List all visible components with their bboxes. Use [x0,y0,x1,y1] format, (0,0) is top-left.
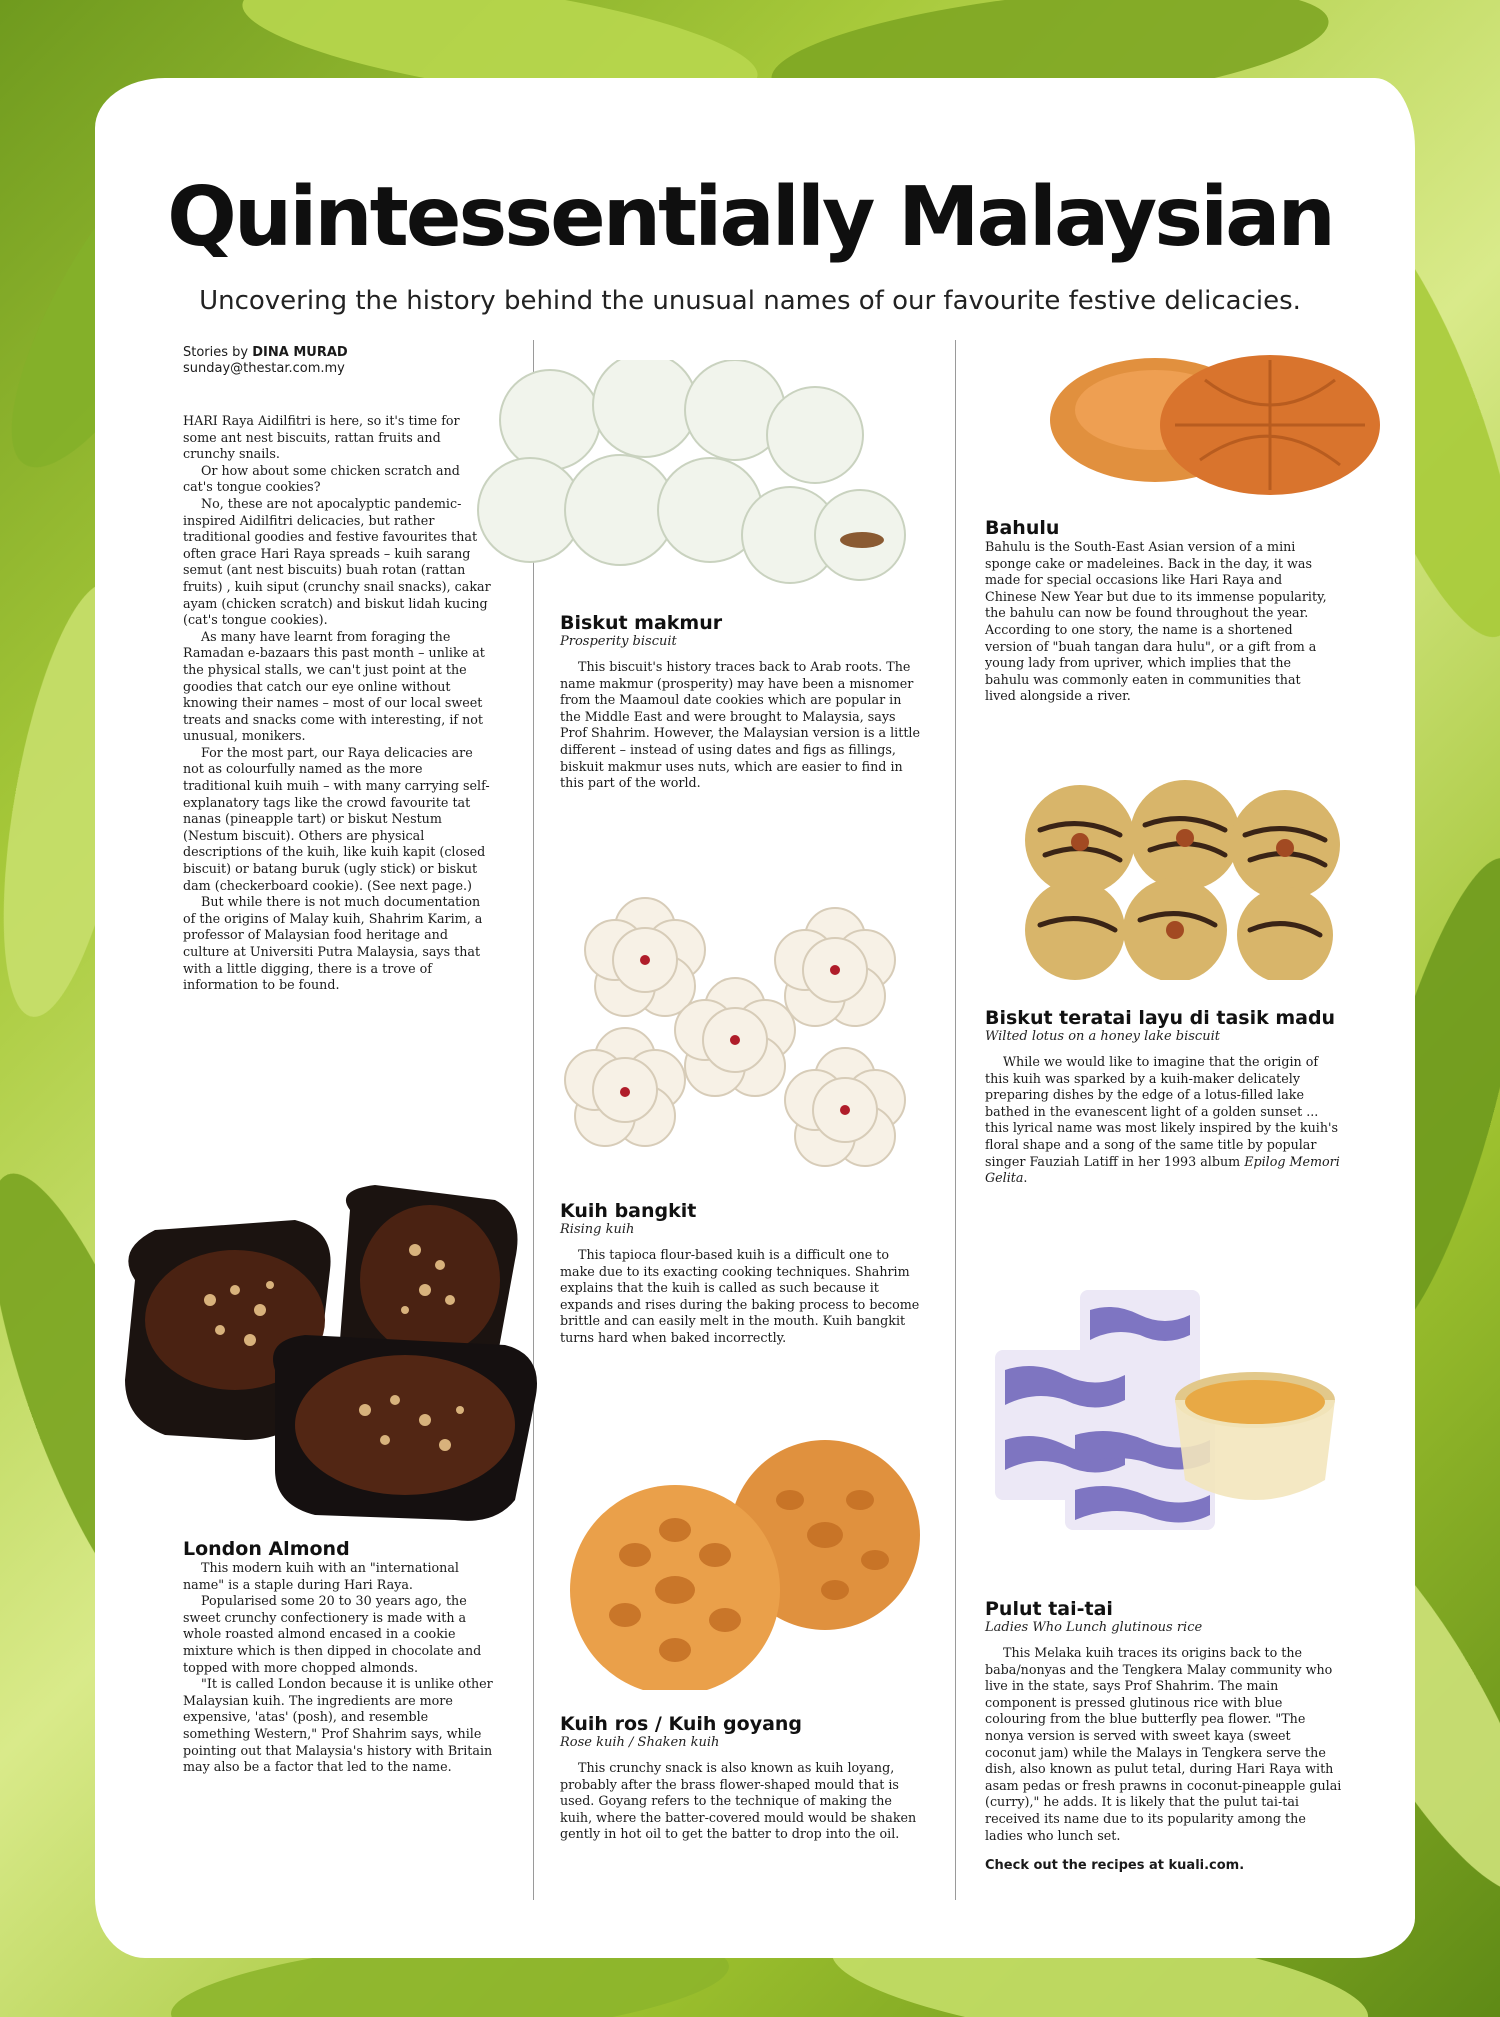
kuih-ros-title: Kuih ros / Kuih goyang [560,1713,803,1735]
kuih-bangkit-title: Kuih bangkit [560,1200,697,1222]
byline-author: DINA MURAD [252,345,348,360]
bahulu-title: Bahulu [985,517,1060,539]
london-almond-illustration [95,1170,555,1530]
london-almond-title: London Almond [183,1538,350,1560]
london-almond-paragraph: Popularised some 20 to 30 years ago, the sweet crunchy confectionery is made with a whole roasted almond encased in a cookie mixture which is then dipped in chocolate and topped with more chopped almonds. [183,1593,482,1675]
kuih-ros-subtitle: Rose kuih / Shaken kuih [560,1735,720,1750]
biskut-teratai-illustration [1000,780,1370,980]
intro-paragraph: For the most part, our Raya delicacies are not as colourfully named as the more traditional kuih muih – with many carrying self-explanatory tags like the crowd favourite tat nanas (pineapple tart) or biskut Nestum (Nestum biscuit). Others are physical descriptions of the kuih, like kuih kapit (closed biscuit) or batang buruk (ugly stick) or biskut dam (checkerboard cookie). (See next page.) [183,744,490,893]
biskut-teratai-title: Biskut teratai layu di tasik madu [985,1007,1336,1029]
biskut-makmur-illustration [470,360,910,610]
london-almond-paragraph: "It is called London because it is unlike other Malaysian kuih. The ingredients are more expensive, 'atas' (posh), and resemble something Western," Prof Shahrim says, while pointing out that Malaysia's history with Britain may also be a factor that led to the name. [183,1676,493,1775]
london-almond-section [183,1538,493,1776]
byline-prefix: Stories by [183,345,249,360]
page-title: Quintessentially Malaysian [167,170,1333,265]
pulut-tai-tai-paragraph: This Melaka kuih traces its origins back to the baba/nonyas and the Tengkera Malay community who live in the state, says Prof Shahrim. The main component is pressed glutinous rice with blue colouring from the blue butterfly pea flower. "The nonya version is served with sweet kaya (sweet coconut jam) while the Malays in Tengkera serve the dish, also known as pulut tetal, during Hari Raya with asam pedas or fresh prawns in coconut-pineapple gulai (curry)," he adds. It is likely that the pulut tai-tai received its name due to its popularity among the ladies who lunch set. [985,1645,1342,1843]
bahulu-section [985,517,1335,705]
biskut-makmur-paragraph: This biscuit's history traces back to Arab roots. The name makmur (prosperity) may have been a misnomer from the Maamoul date cookies which are popular in the Middle East and were brought to Malaysia, says Prof Shahrim. However, the Malaysian version is a little different – instead of using dates and figs as fillings, biskuit makmur uses nuts, which are easier to find in this part of the world. [560,659,920,791]
byline-email[interactable]: sunday@thestar.com.my [183,361,345,376]
kuih-bangkit-section [560,1200,920,1347]
kuih-bangkit-paragraph: This tapioca flour-based kuih is a difficult one to make due to its exacting cooking techniques. Shahrim explains that the kuih is called as such because it expands and rises during the baking process to become brittle and can easily melt in the mouth. Kuih bangkit turns hard when baked incorrectly. [560,1247,920,1345]
biskut-teratai-section [985,1007,1345,1187]
intro-paragraph: HARI Raya Aidilfitri is here, so it's time for some ant nest biscuits, rattan fruits and crunchy snails. [183,413,460,462]
biskut-teratai-paragraph: While we would like to imagine that the origin of this kuih was sparked by a kuih-maker delicately preparing dishes by the edge of a lotus-filled lake bathed in the evanescent light of a golden sunset ... this lyrical name was most likely inspired by the kuih's floral shape and a song of the same title by popular singer Fauziah Latiff in her 1993 album [985,1054,1339,1169]
kuih-bangkit-illustration [540,870,940,1190]
bahulu-illustration [1025,340,1385,500]
london-almond-paragraph: This modern kuih with an "international name" is a staple during Hari Raya. [183,1560,459,1592]
intro-paragraph: Or how about some chicken scratch and cat's tongue cookies? [183,462,460,495]
biskut-makmur-title: Biskut makmur [560,612,723,634]
pulut-tai-tai-subtitle: Ladies Who Lunch glutinous rice [985,1620,1203,1635]
pulut-tai-tai-section [985,1598,1345,1873]
biskut-makmur-subtitle: Prosperity biscuit [560,634,677,649]
intro-paragraph: As many have learnt from foraging the Ramadan e-bazaars this past month – unlike at the physical stalls, we can't just point at the goodies that catch our eye online without knowing their names – most of our local sweet treats and snacks come with interesting, if not unusual, monikers. [183,628,485,744]
pulut-tai-tai-illustration [975,1270,1345,1540]
kuih-ros-section [560,1713,920,1843]
biskut-teratai-album: Epilog Memori Gelita [985,1153,1340,1186]
column-rule-2 [955,340,956,1900]
byline [183,345,348,377]
intro-paragraph: No, these are not apocalyptic pandemic-inspired Aidilfitri delicacies, but rather traditional goodies and festive favourites that often grace Hari Raya spreads – kuih sarang semut (ant nest biscuits) buah rotan (rattan fruits) , kuih siput (crunchy snail snacks), cakar ayam (chicken scratch) and biskut lidah kucing (cat's tongue cookies). [183,495,491,628]
biskut-teratai-end: . [1023,1170,1028,1186]
biskut-teratai-subtitle: Wilted lotus on a honey lake biscuit [985,1029,1220,1044]
bahulu-paragraph: Bahulu is the South-East Asian version of a mini sponge cake or madeleines. Back in the day, it was made for special occasions like Hari Raya and Chinese New Year but due to its immense popularity, the bahulu can now be found throughout the year. According to one story, the name is a shortened version of "buah tangan dara hulu", or a gift from a young lady from upriver, which implies that the bahulu was commonly eaten in communities that lived alongside a river. [985,539,1327,704]
kuih-ros-illustration [545,1440,945,1690]
biskut-makmur-section [560,612,920,792]
kuih-ros-paragraph: This crunchy snack is also known as kuih loyang, probably after the brass flower-shaped mould that is used. Goyang refers to the technique of making the kuih, where the batter-covered mould would be shaken gently in hot oil to get the batter to drop into the oil. [560,1760,917,1842]
recipes-link[interactable]: Check out the recipes at kuali.com. [985,1858,1245,1874]
intro-text [183,413,493,994]
page-deck: Uncovering the history behind the unusual names of our favourite festive delicacies. [199,286,1301,316]
intro-paragraph: But while there is not much documentation of the origins of Malay kuih, Shahrim Karim, a professor of Malaysian food heritage and culture at Universiti Putra Malaysia, says that with a little digging, there is a trove of information to be found. [183,894,483,993]
kuih-bangkit-subtitle: Rising kuih [560,1222,635,1237]
pulut-tai-tai-title: Pulut tai-tai [985,1598,1113,1620]
